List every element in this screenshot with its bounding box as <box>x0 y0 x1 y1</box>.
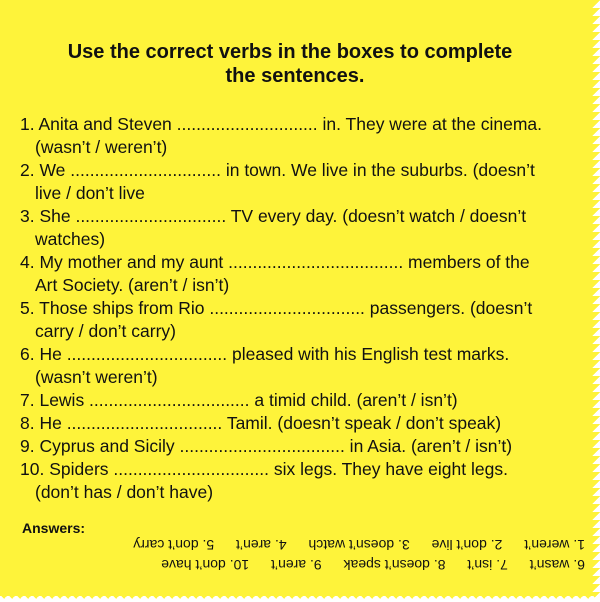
item-text: 3. She ............................... TV every day. (doesn’t watch / doesn’t <box>20 206 527 226</box>
title-line-2: the sentences. <box>225 65 365 87</box>
exercise-item-7 <box>20 389 600 412</box>
exercise-item-5 <box>20 297 600 343</box>
exercise-item-10 <box>20 458 600 504</box>
exercise-item-3 <box>20 205 600 251</box>
answers-row-1 <box>30 535 585 555</box>
item-text: 10. Spiders ................................ six legs. They have eight legs. <box>20 459 508 479</box>
exercise-item-6 <box>20 343 600 389</box>
answer-8: 8. doesn’t speak <box>343 557 446 573</box>
item-continuation: live / don’t live <box>35 183 145 203</box>
worksheet-title <box>0 40 560 88</box>
item-continuation: carry / don’t carry) <box>35 321 176 341</box>
answer-9: 9. aren’t <box>271 557 322 573</box>
answer-6: 6. wasn’t <box>529 557 585 573</box>
item-continuation: (wasn’t / weren’t) <box>35 137 168 157</box>
item-continuation: (wasn’t weren’t) <box>35 367 158 387</box>
item-text: 9. Cyprus and Sicily .................................. in Asia. (aren’t / isn’t) <box>20 436 513 456</box>
item-text: 7. Lewis ................................. a timid child. (aren’t / isn’t) <box>20 390 458 410</box>
exercise-item-2 <box>20 159 600 205</box>
answer-10: 10. don’t have <box>161 557 250 573</box>
exercise-item-9 <box>20 435 600 458</box>
answer-4: 4. aren’t <box>236 537 287 553</box>
answer-3: 3. doesn’t watch <box>308 537 410 553</box>
item-continuation: (don’t has / don’t have) <box>35 482 214 502</box>
perforated-edge-bottom <box>0 596 600 602</box>
exercise-item-1 <box>20 113 600 159</box>
exercise-list <box>20 113 600 504</box>
answers-upside-down <box>30 535 585 575</box>
item-text: 8. He ................................ Tamil. (doesn’t speak / don’t speak) <box>20 413 502 433</box>
answer-2: 2. don’t live <box>431 537 503 553</box>
answer-5: 5. don’t carry <box>133 537 215 553</box>
exercise-item-4 <box>20 251 600 297</box>
item-text: 2. We ............................... in town. We live in the suburbs. (doesn’t <box>20 160 535 180</box>
answer-7: 7. isn’t <box>467 557 508 573</box>
item-text: 5. Those ships from Rio ................................ passengers. (doesn’t <box>20 298 533 318</box>
answer-1: 1. weren’t <box>524 537 585 553</box>
answers-row-2 <box>30 555 585 575</box>
item-text: 1. Anita and Steven ............................. in. They were at the cinema. <box>20 114 543 134</box>
item-continuation: watches) <box>35 229 106 249</box>
item-continuation: Art Society. (aren’t / isn’t) <box>35 275 230 295</box>
perforated-edge-right <box>592 0 600 602</box>
item-text: 6. He ................................. pleased with his English test marks. <box>20 344 510 364</box>
title-line-1: Use the correct verbs in the boxes to complete <box>67 41 513 63</box>
item-text: 4. My mother and my aunt .................................... members of the <box>20 252 530 272</box>
answers-label: Answers: <box>22 520 86 536</box>
exercise-item-8 <box>20 412 600 435</box>
